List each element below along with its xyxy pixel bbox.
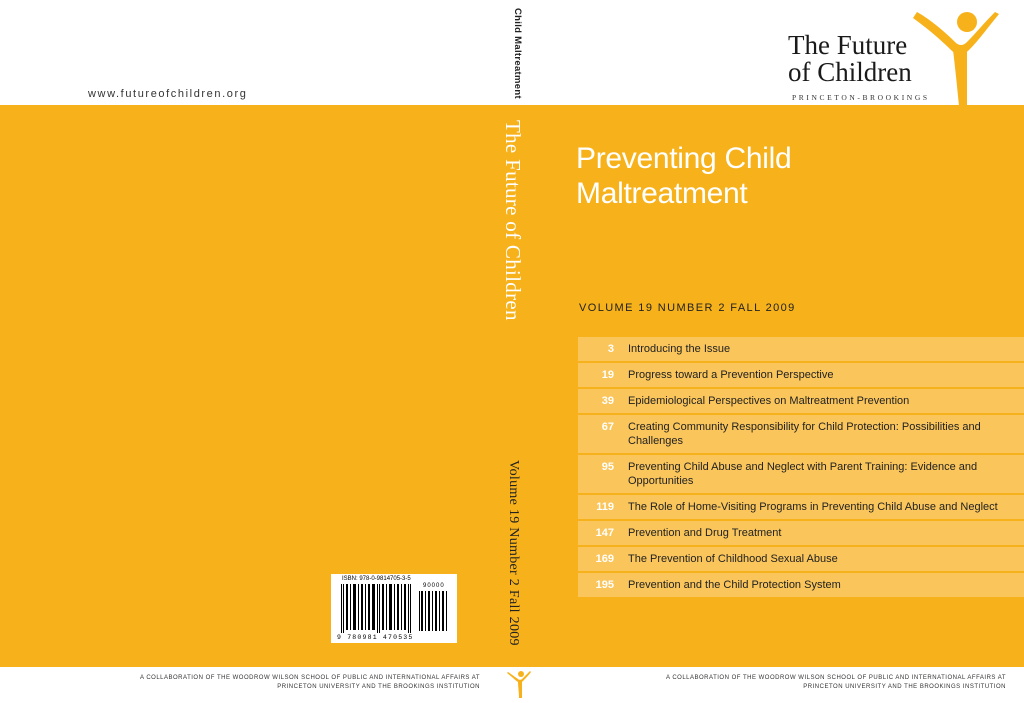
collaboration-note-front — [586, 674, 1006, 692]
toc-page-number: 19 — [601, 369, 614, 381]
spine-journal-title: The Future of Children — [501, 120, 525, 321]
website-url[interactable]: www.futureofchildren.org — [88, 88, 248, 100]
toc-row — [578, 521, 1024, 545]
spine-volume-line: Volume 19 Number 2 Fall 2009 — [506, 460, 521, 646]
toc-article-title: Prevention and Drug Treatment — [628, 527, 782, 539]
cover-title-line-1: Preventing Child — [576, 142, 792, 175]
toc-page-number: 195 — [595, 579, 614, 591]
logo-line-2: of Children — [788, 57, 912, 87]
spine-short-title: Child Maltreatment — [512, 8, 523, 99]
collaboration-line-2: PRINCETON UNIVERSITY AND THE BROOKINGS INSTITUTION — [277, 684, 480, 690]
cover-title-line-2: Maltreatment — [576, 177, 748, 210]
journal-logo — [788, 32, 912, 86]
toc-row — [578, 337, 1024, 361]
collaboration-line-2: PRINCETON UNIVERSITY AND THE BROOKINGS INSTITUTION — [803, 684, 1006, 690]
toc-row — [578, 547, 1024, 571]
toc-page-number: 39 — [601, 395, 614, 407]
logo-line-1: The Future — [788, 30, 908, 60]
isbn-barcode — [331, 574, 457, 643]
collaboration-line-1: A COLLABORATION OF THE WOODROW WILSON SCHOOL OF PUBLIC AND INTERNATIONAL AFFAIRS AT — [140, 675, 480, 681]
barcode-digits: 9 780981 470535 — [337, 634, 414, 641]
toc-page-number: 147 — [595, 527, 614, 539]
toc-page-number: 3 — [607, 343, 614, 355]
barcode-bars-icon — [331, 574, 457, 643]
volume-info: VOLUME 19 NUMBER 2 FALL 2009 — [579, 302, 796, 314]
barcode-addon-digits: 90000 — [423, 583, 445, 589]
toc-article-title: Prevention and the Child Protection System — [628, 579, 841, 591]
toc-article-title: Introducing the Issue — [628, 343, 731, 355]
toc-article-title: Epidemiological Perspectives on Maltreatment Prevention — [628, 395, 910, 407]
toc-page-number: 169 — [595, 553, 614, 565]
child-figure-small-icon — [506, 670, 532, 700]
logo-subtitle: PRINCETON-BROOKINGS — [792, 93, 930, 102]
toc-article-title: Preventing Child Abuse and Neglect with Parent Training: Evidence and Opportunities — [628, 461, 978, 487]
toc-article-title: Progress toward a Prevention Perspective — [628, 369, 834, 381]
table-of-contents — [578, 337, 1024, 599]
toc-row — [578, 455, 1024, 493]
toc-page-number: 95 — [601, 461, 614, 473]
collaboration-line-1: A COLLABORATION OF THE WOODROW WILSON SCHOOL OF PUBLIC AND INTERNATIONAL AFFAIRS AT — [666, 675, 1006, 681]
collaboration-note-back — [60, 674, 480, 692]
isbn-text: ISBN: 978-0-9814705-3-5 — [342, 576, 411, 582]
toc-row — [578, 573, 1024, 597]
toc-row — [578, 363, 1024, 387]
toc-article-title: The Role of Home-Visiting Programs in Preventing Child Abuse and Neglect — [628, 501, 998, 513]
toc-row — [578, 415, 1024, 453]
toc-page-number: 119 — [596, 501, 614, 513]
toc-page-number: 67 — [601, 421, 614, 433]
cover-title — [576, 141, 791, 211]
toc-article-title: Creating Community Responsibility for Child Protection: Possibilities and Challenges — [628, 421, 981, 447]
toc-article-title: The Prevention of Childhood Sexual Abuse — [628, 553, 838, 565]
toc-row — [578, 389, 1024, 413]
child-figure-icon — [905, 6, 1005, 126]
toc-row — [578, 495, 1024, 519]
